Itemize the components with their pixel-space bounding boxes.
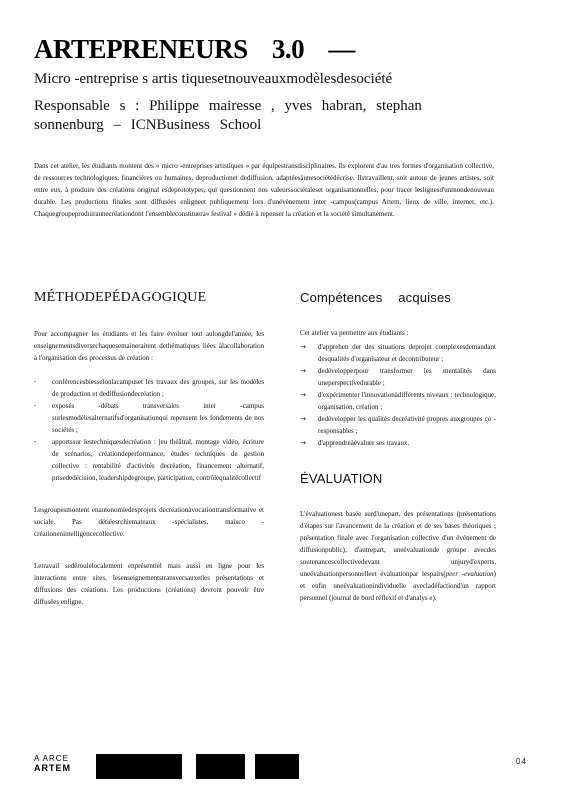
methodology-intro: Pour accompagner les étudiants et les faire évoluer tout aulongdel'année, les enseignementsdiversechaquesemaineraitent dethématiques liées àlacollaboration à l'organisation des processus de création : xyxy=(34,330,264,362)
bullet-text: dedévelopperpour transformer les mentalités dans uneperspectivedurable ; xyxy=(318,367,496,387)
list-item xyxy=(34,436,264,484)
artem-logo xyxy=(34,754,86,774)
evaluation-paragraph xyxy=(300,508,496,604)
methodology-column xyxy=(34,290,264,620)
logo-top-text: A ARCE xyxy=(34,754,69,763)
competences-intro: Cet atelier va permettre aux étudiants : xyxy=(300,329,409,337)
competences-bullet-list xyxy=(300,341,496,449)
arrow-right-icon: → xyxy=(300,415,306,423)
responsables-line: Responsable s : Philippe mairesse , yves habran, stephan sonnenburg – ICNBusiness School xyxy=(34,98,422,133)
page-number: 04 xyxy=(516,757,527,766)
list-item xyxy=(300,365,496,389)
redacted-logo xyxy=(255,754,299,779)
list-item xyxy=(300,389,496,413)
arrow-right-icon: → xyxy=(300,343,306,351)
evaluation-heading: ÉVALUATION xyxy=(300,471,383,486)
methodology-groups-paragraph: Lesgroupesmontent enautonomiedesprojets decréationàvocationtransformative et sociale. Pas détiéesrchiemateaux -spécialistes, maisco -créationenintelligencecollective. xyxy=(34,506,264,538)
page-title: ARTEPRENEURS 3.0 — xyxy=(34,34,355,64)
evaluation-text-end: ) et enfin uneévaluationindividuelle avecladéfactiond'un rapport personnel (journal de bord réflexif et d'analys e). xyxy=(300,570,496,602)
dash-bullet-icon: - xyxy=(34,378,37,386)
list-item xyxy=(300,413,496,437)
dash-bullet-icon: - xyxy=(34,402,37,410)
bullet-text: d'apprendreàévaluer ses travaux. xyxy=(318,439,410,447)
methodology-heading: MÉTHODEPÉDAGOGIQUE xyxy=(34,290,207,305)
page-subtitle: Micro -entreprise s artis tiquesetnouveauxmodèlesdesociété xyxy=(34,71,393,87)
bullet-text: d'expérimenter l'innovationàdifférents niveaux : technologique, organisation, création ; xyxy=(318,391,496,411)
evaluation-text-start: L'évaluationest basée surd'unepart, des présentations (présentations d'étapes sur l'avancement de la création et de ses bases théoriques ; présentation finale avec l'organisation collective d'un événement de diffusionpublic), d'autrepart, uneévaluationde groupe avecdes soutenancescollectivedevant unjuryd'experts, uneévaluationpersonnelleet évaluationpar lespairs( xyxy=(300,510,496,578)
evaluation-text-italic: peer -evaluation xyxy=(445,570,494,578)
list-item xyxy=(300,437,496,449)
methodology-bullet-list xyxy=(34,376,264,484)
list-item xyxy=(34,400,264,436)
competences-heading: Compétences acquises xyxy=(300,290,452,305)
intro-paragraph: Dans cet atelier, les étudiants montent des « micro -entreprises artistiques » par équipestransdisciplinaires. Ils explorent d'au tres formes d'organisation collective, de ressources technologiques, financières ou humaines, deproductionet dediffusion, adaptéesàunesociétédécrise. Ilstravaillent, soit autour de jeunes artistes, soit entre eux, à produire des créations original esdeprototypes, qui questionnent nos valeurssociétaleset organisationnelles, pour tracer leslignesd'unmondenouveau durable. Les productions finales sont diffusées enligneet publiquement lors d'unévènement inter -campus(campus Artem, lieux de ville, internet, etc.). Chaquegroupeproduiraunecréationdont l'ensembleconstituera« festival » dédié à repenser la création et la société simultanément. xyxy=(34,162,494,218)
bullet-text: conférencesbiesselonlacampuset les travaux des groupes, sur les modèles de production et dediffusiondecréation ; xyxy=(52,378,264,398)
list-item xyxy=(300,341,496,365)
arrow-right-icon: → xyxy=(300,439,306,447)
methodology-work-paragraph: Letravail sedéroulelocalement enprésentiel mais aussi en ligne pour les interactions entre sites, lesenseignementstransversauxetles présentations et diffusions des créations. Les productions (créations) devront pouvoir être diffusées enligne. xyxy=(34,562,264,606)
redacted-logo xyxy=(96,754,182,779)
competences-column xyxy=(300,290,496,616)
logo-bottom-text: ARTEM xyxy=(34,763,71,773)
arrow-right-icon: → xyxy=(300,367,306,375)
list-item xyxy=(34,376,264,400)
arrow-right-icon: → xyxy=(300,391,306,399)
redacted-logo xyxy=(196,754,245,779)
bullet-text: dedévelopper les qualités decréativité propres auxgroupes co -responsables ; xyxy=(318,415,496,435)
dash-bullet-icon: - xyxy=(34,438,37,446)
bullet-text: d'apprehen der des situations deprojet complexesdemandant desqualités d'organisateur et decontributeur ; xyxy=(318,343,496,363)
bullet-text: apportssur lestechniquesdecréation : jeu théâtral, montage vidéo, écriture de scénarios, créationdeperformance, études techniques de gestion collective : rentabilité d'activités decréation, financement alternatif, prisededécision, leadershipdegroupe, participation, contrôlequalitécollectif xyxy=(52,438,264,482)
bullet-text: exposés -débats transversales inter -campus surlesmodèlesalternatifsd'organisationqui repensent les fondements de nos sociétés ; xyxy=(52,402,264,434)
